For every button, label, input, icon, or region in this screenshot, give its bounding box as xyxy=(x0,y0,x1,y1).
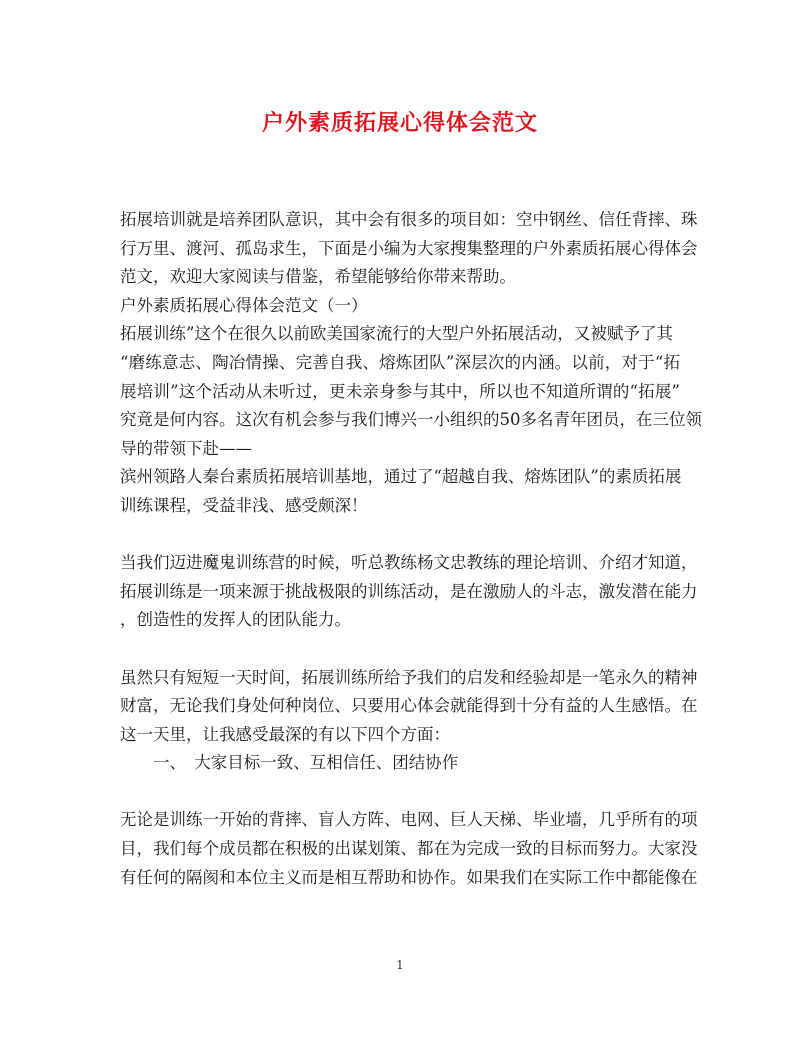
body-line: 有任何的隔阂和本位主义而是相互帮助和协作。如果我们在实际工作中都能像在 xyxy=(120,867,698,887)
body-line: 究竟是何内容。这次有机会参与我们博兴一小组织的50多名青年团员，在三位领 xyxy=(120,410,702,430)
body-line: 范文，欢迎大家阅读与借鉴，希望能够给你带来帮助。 xyxy=(120,267,516,287)
body-line: 行万里、渡河、孤岛求生，下面是小编为大家搜集整理的户外素质拓展心得体会 xyxy=(120,238,698,258)
body-line: “磨练意志、陶冶情操、完善自我、熔炼团队”深层次的内涵。以前，对于“拓 xyxy=(120,352,680,372)
document-title: 户外素质拓展心得体会范文 xyxy=(261,110,538,136)
body-line: ，创造性的发挥人的团队能力。 xyxy=(120,610,351,630)
blank-line xyxy=(120,635,680,664)
body-line: 导的带领下赴—— xyxy=(120,438,252,458)
blank-line xyxy=(120,778,680,807)
body-line: 展培训”这个活动从未听过，更未亲身参与其中，所以也不知道所谓的“拓展” xyxy=(120,381,680,401)
body-line: 目，我们每个成员都在积极的出谋划策、都在为完成一致的目标而努力。大家没 xyxy=(120,839,698,859)
body-line: 当我们迈进魔鬼训练营的时候，听总教练杨文忠教练的理论培训、介绍才知道， xyxy=(120,553,698,573)
body-line: 拓展培训就是培养团队意识，其中会有很多的项目如：空中钢丝、信任背摔、珠 xyxy=(120,210,698,229)
body-line: 财富，无论我们身处何种岗位、只要用心体会就能得到十分有益的人生感悟。在 xyxy=(120,696,698,716)
body-line: 拓展训练是一项来源于挑战极限的训练活动，是在激励人的斗志，激发潜在能力 xyxy=(120,581,698,601)
body-line: 虽然只有短短一天时间，拓展训练所给予我们的启发和经验却是一笔永久的精神 xyxy=(120,667,698,687)
blank-line xyxy=(120,521,680,550)
document-body xyxy=(120,206,702,892)
page-number: 1 xyxy=(396,958,404,972)
section-heading: 户外素质拓展心得体会范文（一） xyxy=(120,295,368,315)
body-line: 训练课程，受益非浅、感受颇深！ xyxy=(120,495,368,515)
body-line: 滨州领路人秦台素质拓展培训基地，通过了“超越自我、熔炼团队”的素质拓展 xyxy=(120,467,682,487)
numbered-heading: 一、 大家目标一致、互相信任、团结协作 xyxy=(120,753,459,773)
body-line: 这一天里，让我感受最深的有以下四个方面： xyxy=(120,724,450,744)
body-line: 拓展训练”这个在很久以前欧美国家流行的大型户外拓展活动，又被赋予了其 xyxy=(120,324,673,344)
body-line: 无论是训练一开始的背摔、盲人方阵、电网、巨人天梯、毕业墙，几乎所有的项 xyxy=(120,810,698,830)
